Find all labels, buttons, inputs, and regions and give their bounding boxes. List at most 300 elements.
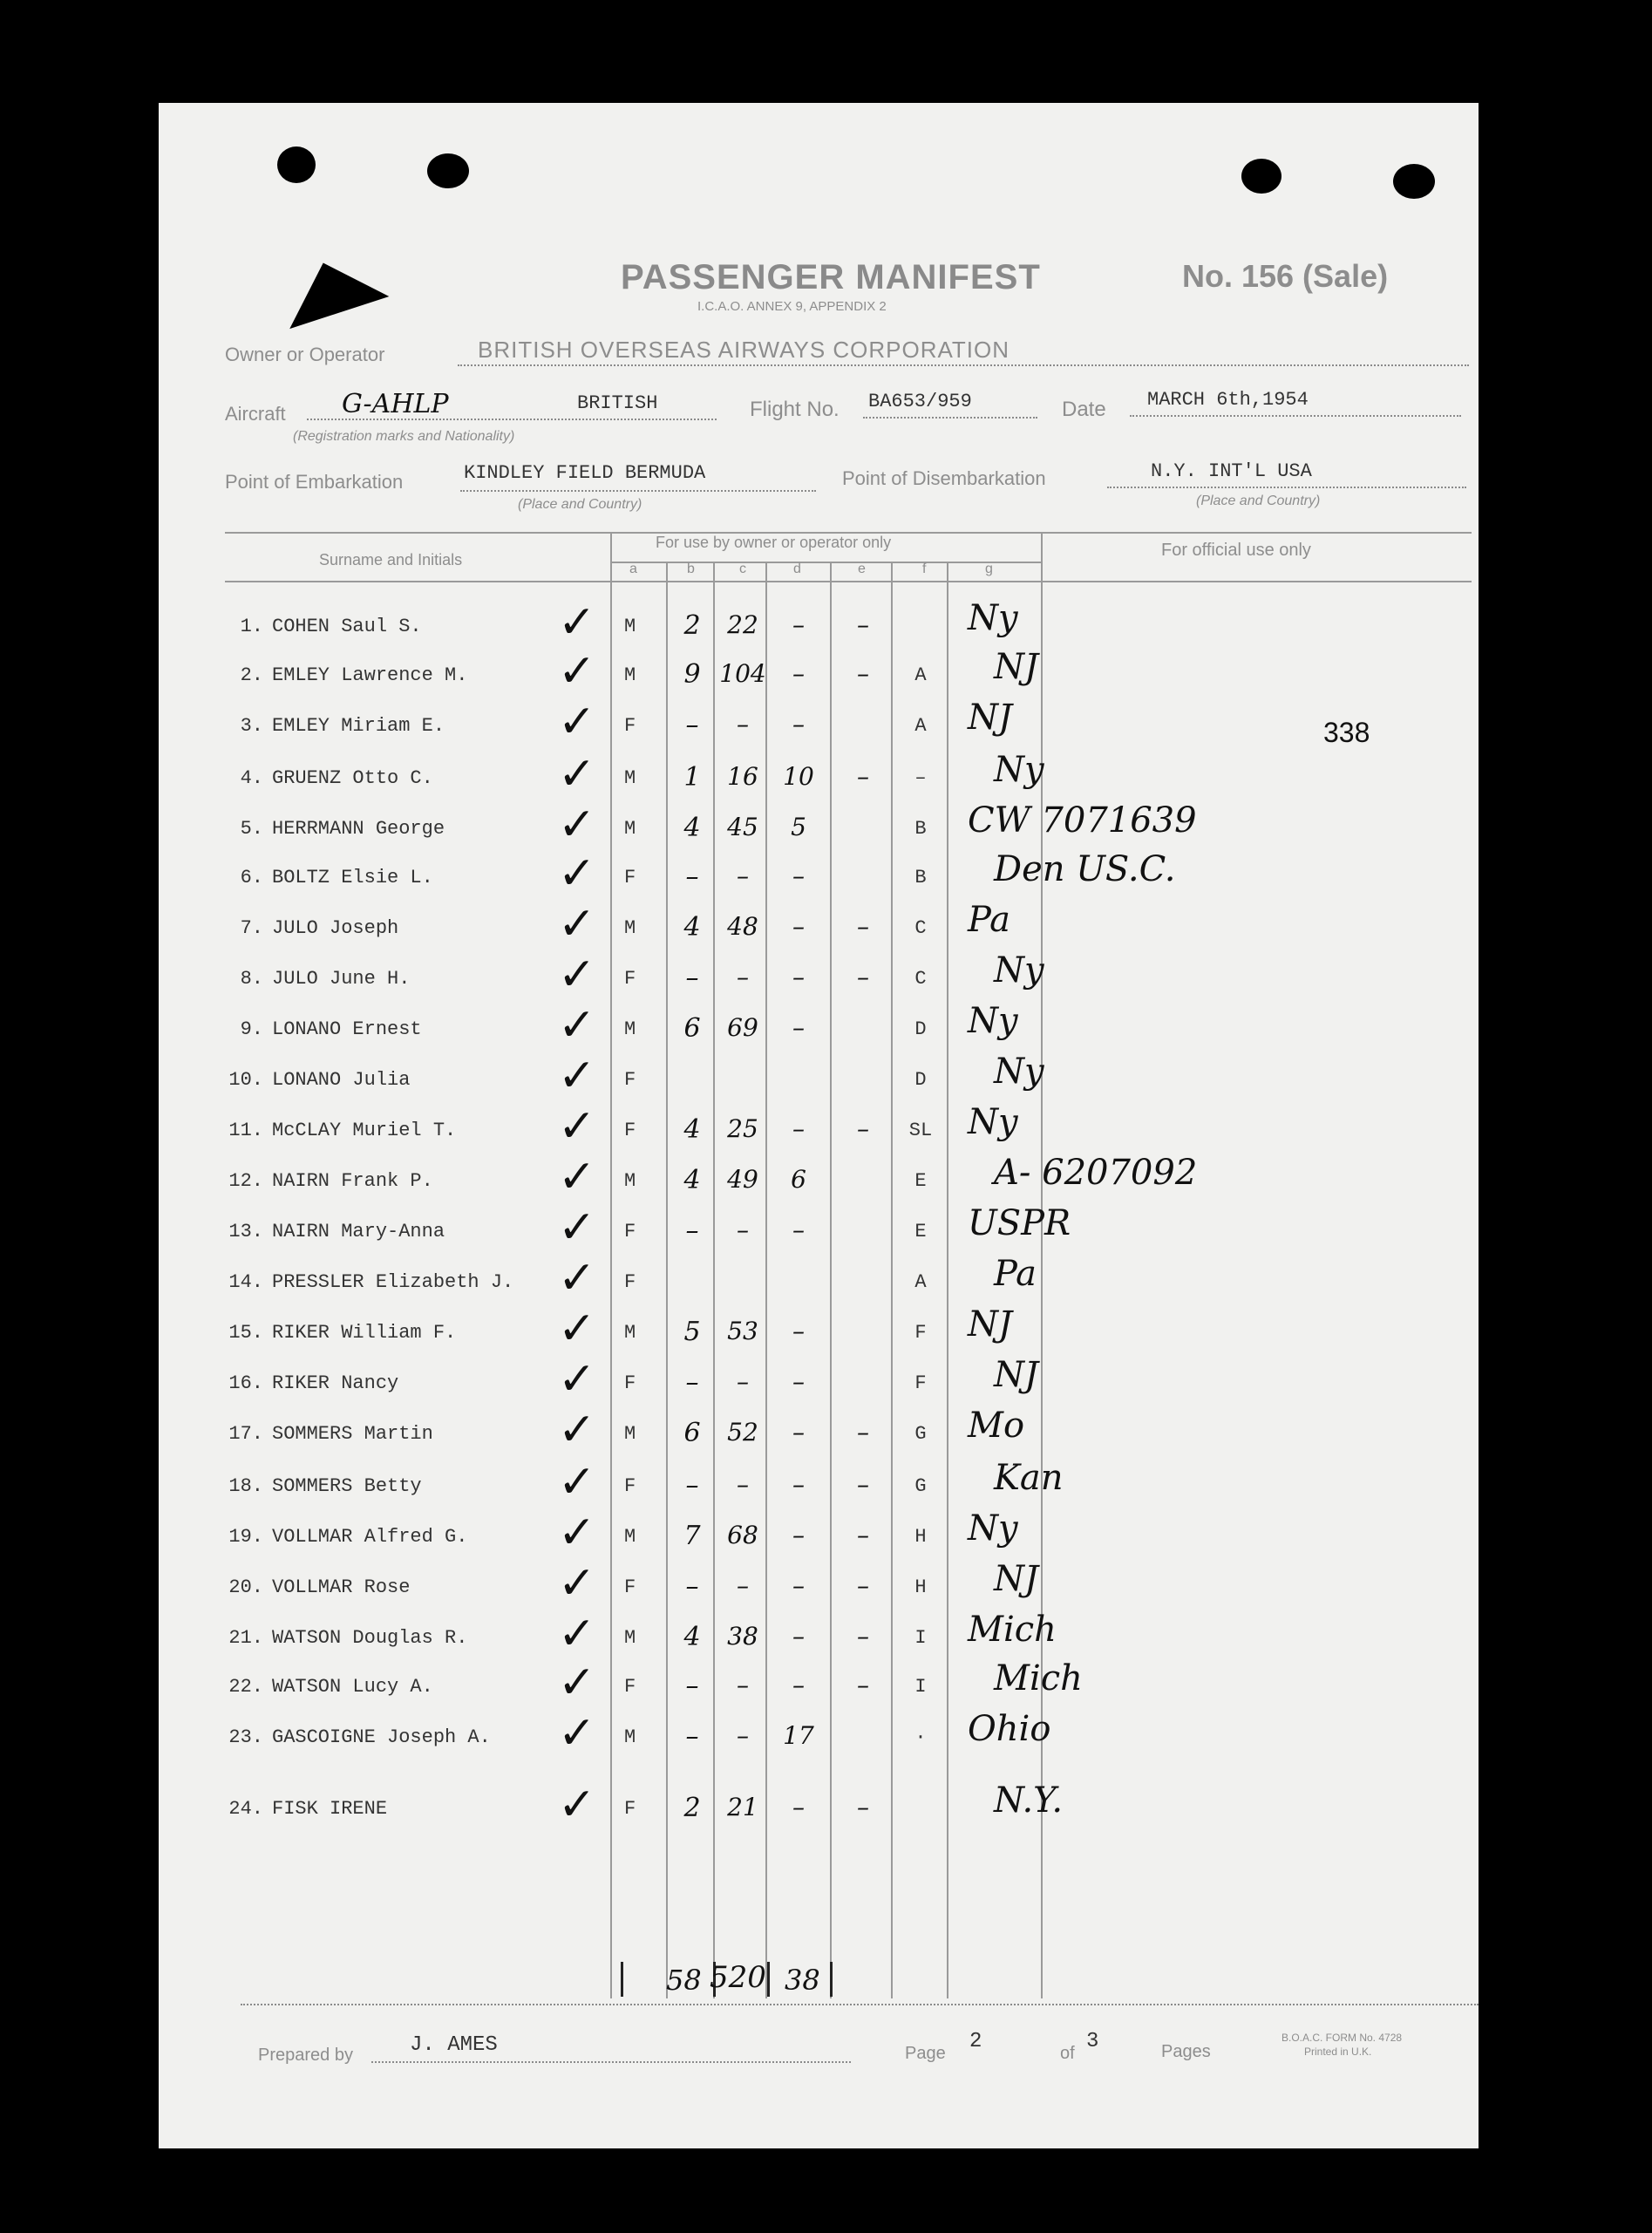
row-number: 6. bbox=[240, 867, 263, 888]
col-d-value: 17 bbox=[783, 1721, 814, 1750]
punch-hole-left-2 bbox=[427, 153, 469, 188]
col-d-value: – bbox=[792, 963, 805, 991]
col-d-value: – bbox=[792, 1114, 805, 1143]
table-row bbox=[0, 949, 1652, 1018]
col-g-state: A- 6207092 bbox=[994, 1153, 1198, 1193]
col-g-state: USPR bbox=[968, 1203, 1071, 1243]
col-b-value: 4 bbox=[683, 1114, 701, 1145]
col-e-value: – bbox=[857, 963, 869, 991]
row-number: 20. bbox=[228, 1576, 263, 1598]
form-number: No. 156 (Sale) bbox=[1182, 258, 1389, 294]
col-a-sex: M bbox=[624, 1526, 636, 1548]
passenger-name: EMLEY Lawrence M. bbox=[272, 664, 468, 686]
passenger-name: RIKER Nancy bbox=[272, 1372, 399, 1394]
passenger-name: HERRMANN George bbox=[272, 818, 445, 840]
passenger-name: WATSON Douglas R. bbox=[272, 1627, 468, 1649]
col-a-sex: M bbox=[624, 1018, 636, 1040]
col-c-value: 69 bbox=[727, 1013, 758, 1042]
check-mark-icon: ✓ bbox=[558, 1707, 596, 1760]
disembark-value: N.Y. INT'L USA bbox=[1151, 460, 1312, 482]
passenger-name: EMLEY Miriam E. bbox=[272, 715, 445, 737]
col-a-sex: F bbox=[624, 1676, 636, 1698]
check-mark-icon: ✓ bbox=[558, 1151, 596, 1203]
date-line bbox=[1130, 415, 1461, 417]
col-e-value: – bbox=[857, 762, 869, 791]
check-mark-icon: ✓ bbox=[558, 1100, 596, 1153]
passenger-name: VOLLMAR Rose bbox=[272, 1576, 411, 1598]
passenger-name: LONANO Ernest bbox=[272, 1018, 422, 1040]
row-number: 17. bbox=[228, 1423, 263, 1445]
prepared-label: Prepared by bbox=[258, 2046, 353, 2065]
col-letter-f: f bbox=[922, 562, 927, 576]
table-row bbox=[0, 1202, 1652, 1271]
col-f-group: B bbox=[914, 818, 927, 840]
row-number: 14. bbox=[228, 1271, 263, 1293]
col-f-group: I bbox=[914, 1627, 927, 1649]
check-mark-icon: ✓ bbox=[558, 1657, 596, 1709]
col-a-sex: M bbox=[624, 917, 636, 939]
col-letter-c: c bbox=[739, 562, 746, 576]
col-g-state: Mo bbox=[968, 1406, 1025, 1446]
col-b-value: 1 bbox=[683, 762, 701, 793]
col-c-value: 25 bbox=[727, 1114, 758, 1143]
col-b-value: – bbox=[685, 1571, 699, 1602]
col-e-value: – bbox=[857, 659, 869, 688]
embark-line bbox=[460, 490, 816, 492]
col-d-value: 6 bbox=[791, 1165, 806, 1194]
punch-hole-right-1 bbox=[1241, 159, 1281, 194]
col-d-value: – bbox=[792, 1622, 805, 1651]
col-d-value: 10 bbox=[783, 762, 814, 791]
punch-hole-right-2 bbox=[1393, 164, 1435, 199]
date-value: MARCH 6th,1954 bbox=[1147, 389, 1309, 411]
flight-label: Flight No. bbox=[750, 398, 840, 421]
col-f-group: A bbox=[914, 715, 927, 737]
col-b-value: – bbox=[685, 861, 699, 892]
col-d-value: – bbox=[792, 1317, 805, 1345]
embark-label: Point of Embarkation bbox=[225, 471, 404, 493]
col-f-group: F bbox=[914, 1372, 927, 1394]
footer-rule bbox=[241, 2004, 1479, 2005]
row-number: 16. bbox=[228, 1372, 263, 1394]
of-value: 3 bbox=[1086, 2030, 1099, 2053]
row-number: 22. bbox=[228, 1676, 263, 1698]
owner-value: BRITISH OVERSEAS AIRWAYS CORPORATION bbox=[478, 337, 1010, 363]
col-g-state: N.Y. bbox=[994, 1780, 1064, 1821]
table-row bbox=[0, 1100, 1652, 1170]
passenger-name: GASCOIGNE Joseph A. bbox=[272, 1726, 491, 1748]
col-b-value: 4 bbox=[683, 1165, 701, 1195]
table-row bbox=[0, 1050, 1652, 1120]
table-row bbox=[0, 1507, 1652, 1576]
col-f-group: H bbox=[914, 1576, 927, 1598]
col-g-state: Ny bbox=[994, 750, 1044, 790]
col-c-value: 48 bbox=[727, 912, 758, 941]
col-d-value: – bbox=[792, 1793, 805, 1821]
col-g-state: Ohio bbox=[968, 1709, 1051, 1749]
row-number: 3. bbox=[240, 715, 263, 737]
row-number: 23. bbox=[228, 1726, 263, 1748]
col-c-value: – bbox=[737, 710, 749, 739]
col-e-value: – bbox=[857, 1571, 869, 1600]
table-row bbox=[0, 645, 1652, 715]
col-a-sex: F bbox=[624, 1221, 636, 1242]
check-mark-icon: ✓ bbox=[558, 799, 596, 851]
col-letter-a: a bbox=[629, 562, 637, 576]
row-number: 24. bbox=[228, 1798, 263, 1820]
row-number: 18. bbox=[228, 1475, 263, 1497]
check-mark-icon: ✓ bbox=[558, 949, 596, 1001]
col-c-value: 52 bbox=[727, 1418, 758, 1447]
col-f-group: E bbox=[914, 1221, 927, 1242]
col-a-sex: M bbox=[624, 616, 636, 637]
col-g-state: Ny bbox=[968, 1001, 1018, 1041]
col-b-value: – bbox=[685, 1721, 699, 1752]
col-e-value: – bbox=[857, 1622, 869, 1651]
row-number: 11. bbox=[228, 1120, 263, 1141]
total-b: 58 bbox=[666, 1964, 702, 1997]
col-e-value: – bbox=[857, 1521, 869, 1549]
disembark-note: (Place and Country) bbox=[1196, 494, 1321, 508]
owner-label: Owner or Operator bbox=[225, 344, 385, 365]
col-a-sex: M bbox=[624, 664, 636, 686]
tally-stroke-3 bbox=[767, 1962, 770, 1997]
col-d-value: 5 bbox=[791, 813, 806, 841]
col-f-group: I bbox=[914, 1676, 927, 1698]
col-c-value: – bbox=[737, 861, 749, 890]
col-g-state: NJ bbox=[968, 698, 1013, 738]
row-number: 21. bbox=[228, 1627, 263, 1649]
row-number: 7. bbox=[240, 917, 263, 939]
prepared-value: J. AMES bbox=[410, 2033, 498, 2057]
official-use-header: For official use only bbox=[1161, 541, 1311, 560]
row-number: 4. bbox=[240, 767, 263, 789]
col-a-sex: F bbox=[624, 1120, 636, 1141]
owner-line bbox=[458, 364, 1469, 366]
table-row bbox=[0, 1151, 1652, 1221]
col-d-value: – bbox=[792, 1013, 805, 1042]
col-b-value: 5 bbox=[683, 1317, 701, 1347]
table-row bbox=[0, 1657, 1652, 1726]
passenger-name: PRESSLER Elizabeth J. bbox=[272, 1271, 514, 1293]
col-d-value: – bbox=[792, 1418, 805, 1447]
table-head-rule bbox=[225, 581, 1472, 582]
col-g-state: Ny bbox=[968, 598, 1018, 638]
passenger-name: VOLLMAR Alfred G. bbox=[272, 1526, 468, 1548]
check-mark-icon: ✓ bbox=[558, 1202, 596, 1254]
owner-use-header: For use by owner or operator only bbox=[656, 534, 892, 551]
col-a-sex: M bbox=[624, 1322, 636, 1344]
col-d-value: – bbox=[792, 1215, 805, 1244]
col-b-value: – bbox=[685, 1215, 699, 1246]
col-b-value: – bbox=[685, 1671, 699, 1701]
col-f-group: C bbox=[914, 968, 927, 990]
passenger-name: COHEN Saul S. bbox=[272, 616, 422, 637]
col-g-state: Kan bbox=[994, 1458, 1064, 1498]
col-f-group: D bbox=[914, 1069, 927, 1091]
col-c-value: 22 bbox=[727, 610, 758, 639]
col-g-state: Mich bbox=[994, 1658, 1083, 1699]
col-b-value: – bbox=[685, 1470, 699, 1501]
col-c-value: – bbox=[737, 1671, 749, 1699]
flight-line bbox=[863, 417, 1037, 419]
col-a-sex: F bbox=[624, 1798, 636, 1820]
col-letter-d: d bbox=[793, 562, 801, 576]
col-f-group: D bbox=[914, 1018, 927, 1040]
table-row bbox=[0, 1779, 1652, 1848]
embark-note: (Place and Country) bbox=[518, 497, 642, 512]
col-b-value: 7 bbox=[683, 1521, 701, 1551]
form-reference: B.O.A.C. FORM No. 4728 bbox=[1281, 2032, 1403, 2044]
col-c-value: – bbox=[737, 1367, 749, 1396]
col-g-state: Mich bbox=[968, 1610, 1057, 1650]
col-c-value: – bbox=[737, 963, 749, 991]
table-row bbox=[0, 1707, 1652, 1777]
col-f-group: F bbox=[914, 1322, 927, 1344]
col-a-sex: M bbox=[624, 1627, 636, 1649]
col-g-state: Ny bbox=[968, 1508, 1018, 1549]
row-number: 10. bbox=[228, 1069, 263, 1091]
col-b-value: 2 bbox=[683, 610, 701, 641]
col-c-value: 104 bbox=[719, 659, 766, 688]
passenger-name: WATSON Lucy A. bbox=[272, 1676, 433, 1698]
table-row bbox=[0, 1303, 1652, 1372]
col-b-value: 6 bbox=[683, 1418, 701, 1448]
passenger-name: BOLTZ Elsie L. bbox=[272, 867, 433, 888]
aircraft-registration: G-AHLP bbox=[342, 389, 449, 419]
col-d-value: – bbox=[792, 1367, 805, 1396]
page-value: 2 bbox=[969, 2030, 982, 2053]
col-e-value: – bbox=[857, 1418, 869, 1447]
check-mark-icon: ✓ bbox=[558, 898, 596, 950]
col-b-value: 9 bbox=[683, 659, 701, 690]
date-label: Date bbox=[1062, 398, 1106, 421]
check-mark-icon: ✓ bbox=[558, 1557, 596, 1610]
col-g-state: Ny bbox=[994, 950, 1044, 991]
owner-use-subrule bbox=[610, 562, 1041, 563]
col-c-value: 49 bbox=[727, 1165, 758, 1194]
col-letter-e: e bbox=[858, 562, 866, 576]
col-a-sex: F bbox=[624, 1271, 636, 1293]
check-mark-icon: ✓ bbox=[558, 1608, 596, 1660]
col-d-value: – bbox=[792, 1521, 805, 1549]
of-label: of bbox=[1060, 2044, 1075, 2063]
passenger-name: JULO Joseph bbox=[272, 917, 399, 939]
passenger-name: NAIRN Mary-Anna bbox=[272, 1221, 445, 1242]
col-a-sex: M bbox=[624, 1726, 636, 1748]
flight-number: BA653/959 bbox=[868, 391, 972, 412]
passenger-name: SOMMERS Betty bbox=[272, 1475, 422, 1497]
check-mark-icon: ✓ bbox=[558, 1252, 596, 1304]
col-e-value: – bbox=[857, 1114, 869, 1143]
aircraft-line bbox=[307, 419, 717, 420]
printed-in: Printed in U.K. bbox=[1304, 2046, 1372, 2058]
passenger-name: SOMMERS Martin bbox=[272, 1423, 433, 1445]
row-number: 2. bbox=[240, 664, 263, 686]
col-g-state: Pa bbox=[968, 900, 1010, 940]
col-c-value: – bbox=[737, 1215, 749, 1244]
col-f-group: G bbox=[914, 1475, 927, 1497]
check-mark-icon: ✓ bbox=[558, 645, 596, 698]
check-mark-icon: ✓ bbox=[558, 999, 596, 1052]
disembark-label: Point of Disembarkation bbox=[842, 467, 1046, 489]
row-number: 1. bbox=[240, 616, 263, 637]
aircraft-nationality: BRITISH bbox=[577, 392, 658, 414]
col-g-state: Pa bbox=[994, 1254, 1037, 1294]
passenger-name: RIKER William F. bbox=[272, 1322, 457, 1344]
col-a-sex: M bbox=[624, 1170, 636, 1192]
col-c-value: 68 bbox=[727, 1521, 758, 1549]
col-letter-b: b bbox=[687, 562, 695, 576]
col-f-group: · bbox=[914, 1726, 927, 1748]
col-letter-g: g bbox=[985, 562, 993, 576]
total-c: 520 bbox=[710, 1960, 766, 1995]
check-mark-icon: ✓ bbox=[558, 1507, 596, 1559]
aircraft-note: (Registration marks and Nationality) bbox=[293, 429, 515, 444]
col-b-value: – bbox=[685, 963, 699, 993]
passenger-name: GRUENZ Otto C. bbox=[272, 767, 433, 789]
col-f-group: C bbox=[914, 917, 927, 939]
col-f-group: A bbox=[914, 664, 927, 686]
col-c-value: – bbox=[737, 1721, 749, 1750]
check-mark-icon: ✓ bbox=[558, 848, 596, 900]
col-g-state: NJ bbox=[994, 647, 1039, 687]
row-number: 12. bbox=[228, 1170, 263, 1192]
col-d-value: – bbox=[792, 710, 805, 739]
row-number: 15. bbox=[228, 1322, 263, 1344]
col-e-value: – bbox=[857, 1793, 869, 1821]
col-e-value: – bbox=[857, 912, 869, 941]
table-row bbox=[0, 748, 1652, 818]
prepared-line bbox=[371, 2061, 851, 2063]
col-c-value: – bbox=[737, 1470, 749, 1499]
form-title: PASSENGER MANIFEST bbox=[621, 258, 1041, 296]
table-row bbox=[0, 1252, 1652, 1322]
check-mark-icon: ✓ bbox=[558, 748, 596, 800]
row-number: 5. bbox=[240, 818, 263, 840]
passenger-name: LONANO Julia bbox=[272, 1069, 411, 1091]
tally-stroke-4 bbox=[830, 1962, 833, 1997]
col-f-group: SL bbox=[908, 1120, 933, 1141]
table-row bbox=[0, 1456, 1652, 1526]
col-a-sex: F bbox=[624, 867, 636, 888]
col-b-value: 6 bbox=[683, 1013, 701, 1044]
check-mark-icon: ✓ bbox=[558, 1303, 596, 1355]
col-d-value: – bbox=[792, 659, 805, 688]
col-b-value: 2 bbox=[683, 1793, 701, 1823]
col-g-state: Ny bbox=[968, 1102, 1018, 1142]
check-mark-icon: ✓ bbox=[558, 1050, 596, 1102]
col-g-state: Ny bbox=[994, 1052, 1044, 1092]
row-number: 8. bbox=[240, 968, 263, 990]
table-row bbox=[0, 1404, 1652, 1474]
row-number: 9. bbox=[240, 1018, 263, 1040]
col-g-state: Den US.C. bbox=[994, 849, 1176, 889]
col-f-group: E bbox=[914, 1170, 927, 1192]
col-f-group: H bbox=[914, 1526, 927, 1548]
surname-header: Surname and Initials bbox=[319, 551, 463, 568]
col-d-value: – bbox=[792, 912, 805, 941]
passenger-name: NAIRN Frank P. bbox=[272, 1170, 433, 1192]
col-b-value: 4 bbox=[683, 813, 701, 843]
table-row bbox=[0, 898, 1652, 968]
col-a-sex: F bbox=[624, 968, 636, 990]
col-b-value: 4 bbox=[683, 912, 701, 943]
row-number: 19. bbox=[228, 1526, 263, 1548]
col-b-value: 4 bbox=[683, 1622, 701, 1652]
col-b-value: – bbox=[685, 710, 699, 740]
passenger-name: FISK IRENE bbox=[272, 1798, 388, 1820]
pages-label: Pages bbox=[1161, 2042, 1211, 2061]
form-subtitle: I.C.A.O. ANNEX 9, APPENDIX 2 bbox=[697, 299, 887, 314]
tally-stroke-1 bbox=[621, 1962, 623, 1997]
col-b-value: – bbox=[685, 1367, 699, 1398]
col-a-sex: F bbox=[624, 715, 636, 737]
check-mark-icon: ✓ bbox=[558, 1779, 596, 1831]
col-e-value: – bbox=[857, 610, 869, 639]
col-c-value: 21 bbox=[727, 1793, 758, 1821]
table-row bbox=[0, 1353, 1652, 1423]
table-row bbox=[0, 999, 1652, 1069]
check-mark-icon: ✓ bbox=[558, 1456, 596, 1508]
aircraft-label: Aircraft bbox=[225, 403, 286, 425]
col-a-sex: M bbox=[624, 818, 636, 840]
col-a-sex: F bbox=[624, 1372, 636, 1394]
col-d-value: – bbox=[792, 861, 805, 890]
embark-value: KINDLEY FIELD BERMUDA bbox=[464, 462, 706, 484]
col-g-state: NJ bbox=[968, 1304, 1013, 1345]
table-row bbox=[0, 848, 1652, 917]
passenger-name: McCLAY Muriel T. bbox=[272, 1120, 457, 1141]
passenger-name: JULO June H. bbox=[272, 968, 411, 990]
punch-hole-left-1 bbox=[277, 146, 316, 183]
table-row bbox=[0, 1557, 1652, 1627]
col-c-value: 38 bbox=[727, 1622, 758, 1651]
col-d-value: – bbox=[792, 1470, 805, 1499]
col-f-group: A bbox=[914, 1271, 927, 1293]
col-e-value: – bbox=[857, 1671, 869, 1699]
col-a-sex: F bbox=[624, 1475, 636, 1497]
col-e-value: – bbox=[857, 1470, 869, 1499]
total-d: 38 bbox=[785, 1964, 820, 1997]
disembark-line bbox=[1107, 487, 1466, 488]
col-f-group: B bbox=[914, 867, 927, 888]
page-label: Page bbox=[905, 2044, 946, 2063]
col-a-sex: F bbox=[624, 1576, 636, 1598]
check-mark-icon: ✓ bbox=[558, 1353, 596, 1406]
table-row bbox=[0, 696, 1652, 766]
row-number: 13. bbox=[228, 1221, 263, 1242]
check-mark-icon: ✓ bbox=[558, 596, 596, 649]
col-c-value: 16 bbox=[727, 762, 758, 791]
col-c-value: – bbox=[737, 1571, 749, 1600]
col-c-value: 45 bbox=[727, 813, 758, 841]
col-d-value: – bbox=[792, 1671, 805, 1699]
check-mark-icon: ✓ bbox=[558, 1404, 596, 1456]
col-a-sex: M bbox=[624, 767, 636, 789]
col-a-sex: F bbox=[624, 1069, 636, 1091]
col-a-sex: M bbox=[624, 1423, 636, 1445]
official-note: 338 bbox=[1323, 717, 1370, 748]
col-g-state: NJ bbox=[994, 1355, 1039, 1395]
col-g-state: CW 7071639 bbox=[968, 800, 1197, 841]
check-mark-icon: ✓ bbox=[558, 696, 596, 748]
col-d-value: – bbox=[792, 610, 805, 639]
col-c-value: 53 bbox=[727, 1317, 758, 1345]
col-f-group: – bbox=[914, 767, 927, 789]
col-f-group: G bbox=[914, 1423, 927, 1445]
col-d-value: – bbox=[792, 1571, 805, 1600]
